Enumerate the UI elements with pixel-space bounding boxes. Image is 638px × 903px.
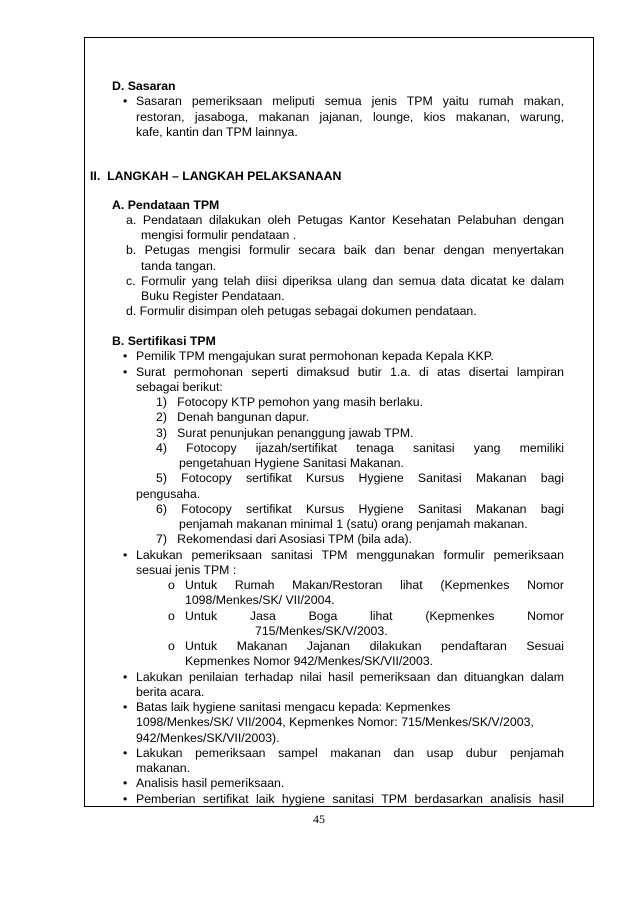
sub-item-3-line-2: Kepmenkes Nomor 942/Menkes/SK/VII/2003. <box>185 654 434 668</box>
numbered-item-4-line-2: pengetahuan Hygiene Sanitasi Makanan. <box>179 456 404 470</box>
numbered-item-5-line-2: pengusaha. <box>136 487 201 501</box>
bullet-dot: • <box>123 746 128 760</box>
circle-bullet-icon: o <box>168 639 175 653</box>
b-bullet-3-line-1: Lakukan pemeriksaan sanitasi TPM menggunakan formulir pemeriksaan <box>136 548 564 562</box>
a-item-c-line-2: Buku Register Pendataan. <box>141 289 285 303</box>
b-bullet-5-line-2: 1098/Menkes/SK/ VII/2004, Kepmenkes Nomor: 715/Menkes/SK/V/2003, <box>136 715 534 729</box>
section-d-heading: D. Sasaran <box>112 79 176 93</box>
sub-item-1-line-1: Untuk Rumah Makan/Restoran lihat (Kepmenkes Nomor <box>185 578 564 592</box>
b-bullet-3-line-2: sesuai jenis TPM : <box>136 563 237 577</box>
bullet-dot: • <box>123 776 128 790</box>
section-ii-heading: II. LANGKAH – LANGKAH PELAKSANAAN <box>90 169 342 183</box>
a-item-d-line-1: d. Formulir disimpan oleh petugas sebagai dokumen pendataan. <box>126 304 477 318</box>
sub-item-3-line-1: Untuk Makanan Jajanan dilakukan pendaftaran Sesuai <box>185 639 564 653</box>
numbered-item-1: 1) Fotocopy KTP pemohon yang masih berlaku. <box>156 395 424 409</box>
numbered-item-3: 3) Surat penunjukan penanggung jawab TPM. <box>156 426 414 440</box>
circle-bullet-icon: o <box>168 609 175 623</box>
numbered-item-6-line-2: penjamah makanan minimal 1 (satu) orang penjamah makanan. <box>179 517 528 531</box>
b-bullet-4-line-2: berita acara. <box>136 685 205 699</box>
bullet-dot: • <box>123 349 128 363</box>
bullet-dot: • <box>123 365 128 379</box>
page-frame <box>84 37 594 807</box>
sub-item-1-line-2: 1098/Menkes/SK/ VII/2004. <box>185 593 335 607</box>
numbered-item-6-line-1: 6) Fotocopy sertifikat Kursus Hygiene Sanitasi Makanan bagi <box>156 502 564 516</box>
a-item-a-line-1: a. Pendataan dilakukan oleh Petugas Kantor Kesehatan Pelabuhan dengan <box>126 213 564 227</box>
d-bullet-line-2: restoran, jasaboga, makanan jajanan, lounge, kios makanan, warung, <box>136 110 564 124</box>
numbered-item-7: 7) Rekomendasi dari Asosiasi TPM (bila ada). <box>156 532 413 546</box>
a-item-a-line-2: mengisi formulir pendataan . <box>141 228 297 242</box>
bullet-dot: • <box>123 700 128 714</box>
bullet-dot: • <box>123 94 128 108</box>
d-bullet-line-3: kafe, kantin dan TPM lainnya. <box>136 125 298 139</box>
bullet-dot: • <box>123 792 128 806</box>
a-item-b-line-1: b. Petugas mengisi formulir secara baik dan benar dengan menyertakan <box>126 243 564 257</box>
b-bullet-6-line-1: Lakukan pemeriksaan sampel makanan dan usap dubur penjamah <box>136 746 564 760</box>
b-bullet-7: Analisis hasil pemeriksaan. <box>136 776 285 790</box>
numbered-item-5-line-1: 5) Fotocopy sertifikat Kursus Hygiene Sanitasi Makanan bagi <box>156 471 564 485</box>
d-bullet-line-1: Sasaran pemeriksaan meliputi semua jenis TPM yaitu rumah makan, <box>136 94 564 108</box>
section-b-heading: B. Sertifikasi TPM <box>112 334 216 348</box>
a-item-c-line-1: c. Formulir yang telah diisi diperiksa ulang dan semua data dicatat ke dalam <box>126 274 564 288</box>
b-bullet-5-line-3: 942/Menkes/SK/VII/2003). <box>136 731 280 745</box>
b-bullet-8-line-1: Pemberian sertifikat laik hygiene sanitasi TPM berdasarkan analisis hasil <box>136 792 564 806</box>
bullet-dot: • <box>123 548 128 562</box>
b-bullet-4-line-1: Lakukan penilaian terhadap nilai hasil pemeriksaan dan dituangkan dalam <box>136 670 564 684</box>
sub-item-2-line-2: 715/Menkes/SK/V/2003. <box>255 624 388 638</box>
numbered-item-2: 2) Denah bangunan dapur. <box>156 410 310 424</box>
sub-item-2-line-1: Untuk Jasa Boga lihat (Kepmenkes Nomor <box>185 609 564 623</box>
page-number: 45 <box>313 812 325 826</box>
a-item-b-line-2: tanda tangan. <box>141 259 217 273</box>
b-bullet-1: Pemilik TPM mengajukan surat permohonan kepada Kepala KKP. <box>136 349 494 363</box>
bullet-dot: • <box>123 670 128 684</box>
numbered-item-4-line-1: 4) Fotocopy ijazah/sertifikat tenaga sanitasi yang memiliki <box>156 441 564 455</box>
b-bullet-5-line-1: Batas laik hygiene sanitasi mengacu kepada: Kepmenkes <box>136 700 451 714</box>
circle-bullet-icon: o <box>168 578 175 592</box>
section-a-heading: A. Pendataan TPM <box>112 198 220 212</box>
b-bullet-2-line-2: sebagai berikut: <box>136 380 223 394</box>
b-bullet-6-line-2: makanan. <box>136 761 191 775</box>
b-bullet-2-line-1: Surat permohonan seperti dimaksud butir 1.a. di atas disertai lampiran <box>136 365 564 379</box>
